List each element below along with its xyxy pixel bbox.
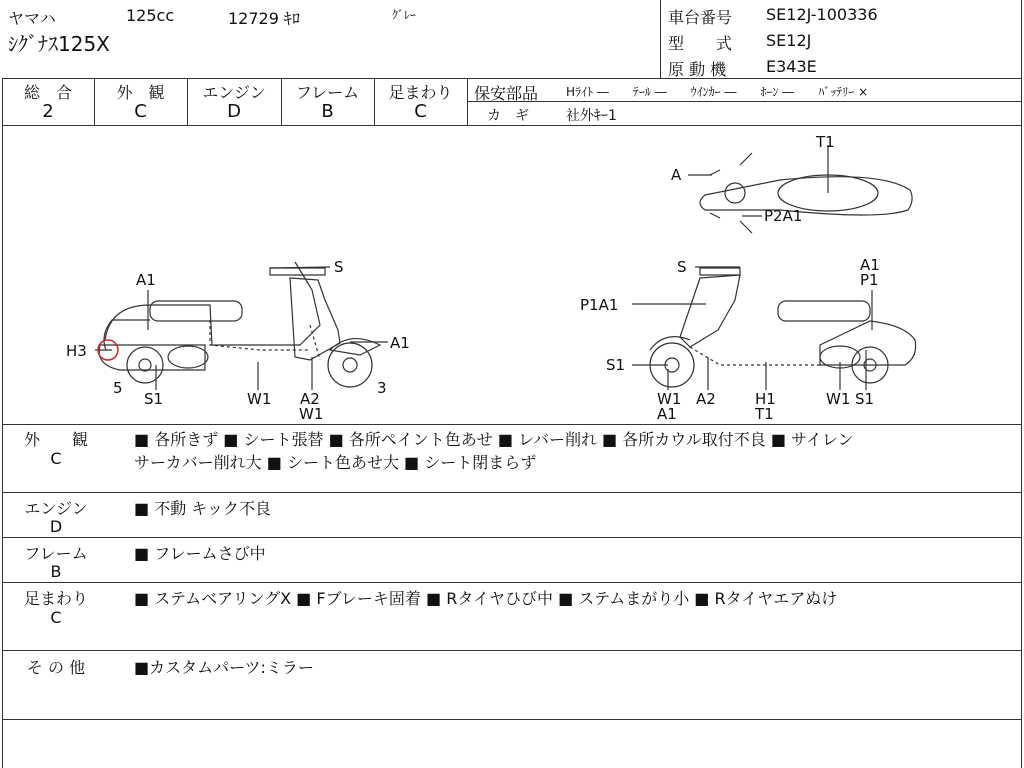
grade-overall-label: 総 合 [23,83,72,102]
remark-suspension-line: ■ ステムベアリングX ■ Fブレーキ固着 ■ Rタイヤひび中 ■ ステムまがり小 ■ Rタイヤエアぬけ [134,589,838,608]
diagram-label: W1 [247,390,272,408]
diagram-label: A1 [657,405,677,423]
remark-other-label: そ の 他 [26,658,86,677]
grade-engine-value: D [227,101,241,122]
model-name: ｼｸﾞﾅｽ125X [8,32,110,56]
frame-no-label: 車台番号 [668,8,733,27]
diagram-label: S1 [855,390,875,408]
diagram-label: S [677,258,687,276]
diagram-label: A1 [390,334,410,352]
diagram-label: A2 [300,390,320,408]
diagram-label: H3 [66,342,87,360]
diagram-label: P2A1 [764,207,803,225]
diagram-label: W1 [299,405,324,423]
maker: ヤマハ [8,9,56,28]
remark-engine-line: ■ 不動 キック不良 [134,499,271,518]
displacement: 125cc [126,6,175,25]
divider [2,582,1022,583]
diagram-label: H1 [755,390,776,408]
remark-exterior-grade: C [50,449,62,468]
remark-other-line: ■カスタムパーツ:ミラー [134,658,314,677]
diagram-label: 5 [113,379,123,397]
divider [468,101,1022,102]
model-code-label: 型 式 [668,34,733,53]
diagram-label: S1 [144,390,164,408]
grade-exterior-value: C [134,101,147,122]
grade-overall-value: 2 [42,101,54,122]
diagram-label: A [671,166,682,184]
grade-suspension-label: 足まわり [388,83,453,102]
divider [2,719,1022,720]
engine-label: 原 動 機 [668,60,727,79]
safety-label: 保安部品 [474,84,539,103]
diagram-label: A1 [136,271,156,289]
scooter-top-view [700,153,912,233]
key-label: カ ギ [487,108,529,124]
diagram-label: W1 [826,390,851,408]
diagram-label: S [334,258,344,276]
remark-exterior-line: ■ 各所きず ■ シート張替 ■ 各所ペイント色あせ ■ レバー削れ ■ 各所カウル取付不良 ■ サイレン [134,430,854,449]
color: ｸﾞﾚｰ [392,8,417,22]
safety-items: Hﾗｲﾄ ― ﾃｰﾙ ― ｳｲﾝｶｰ ― ﾎｰﾝ ― ﾊﾞｯﾃﾘｰ × [566,85,869,99]
divider [2,650,1022,651]
remark-exterior-label: 外 観 [23,430,88,449]
divider [660,0,661,78]
remark-engine-grade: D [49,517,63,536]
divider [467,78,468,125]
remark-suspension-label: 足まわり [23,589,88,608]
frame-no: SE12J-100336 [766,5,878,24]
diagram-label: T1 [755,405,774,423]
grade-frame-value: B [321,101,334,122]
remark-frame-line: ■ フレームさび中 [134,544,266,563]
engine-code: E343E [766,57,817,76]
remark-suspension-grade: C [50,608,62,627]
mileage: 12729 ｷﾛ [228,9,300,28]
diagram-label: P1A1 [580,296,619,314]
diagram-label: 3 [377,379,387,397]
remark-frame-label: フレーム [24,544,88,563]
diagram-label: A2 [696,390,716,408]
grade-suspension-value: C [414,101,427,122]
diagram-label: W1 [657,390,682,408]
grade-engine-label: エンジン [202,83,266,102]
grade-exterior-label: 外 観 [116,83,165,102]
remark-frame-grade: B [50,562,62,581]
divider [2,537,1022,538]
diagram-label: S1 [606,356,626,374]
remark-engine-label: エンジン [24,499,88,518]
grade-frame-label: フレーム [295,83,360,102]
divider [2,492,1022,493]
diagram-label: P1 [860,271,879,289]
key-value: 社外ｷｰ1 [566,108,617,124]
diagram-label: T1 [816,133,835,151]
divider [2,78,1022,79]
model-code: SE12J [766,31,812,50]
diagram-label: A1 [860,256,880,274]
remark-exterior-line: サーカバー削れ大 ■ シート色あせ大 ■ シート閉まらず [134,453,537,472]
